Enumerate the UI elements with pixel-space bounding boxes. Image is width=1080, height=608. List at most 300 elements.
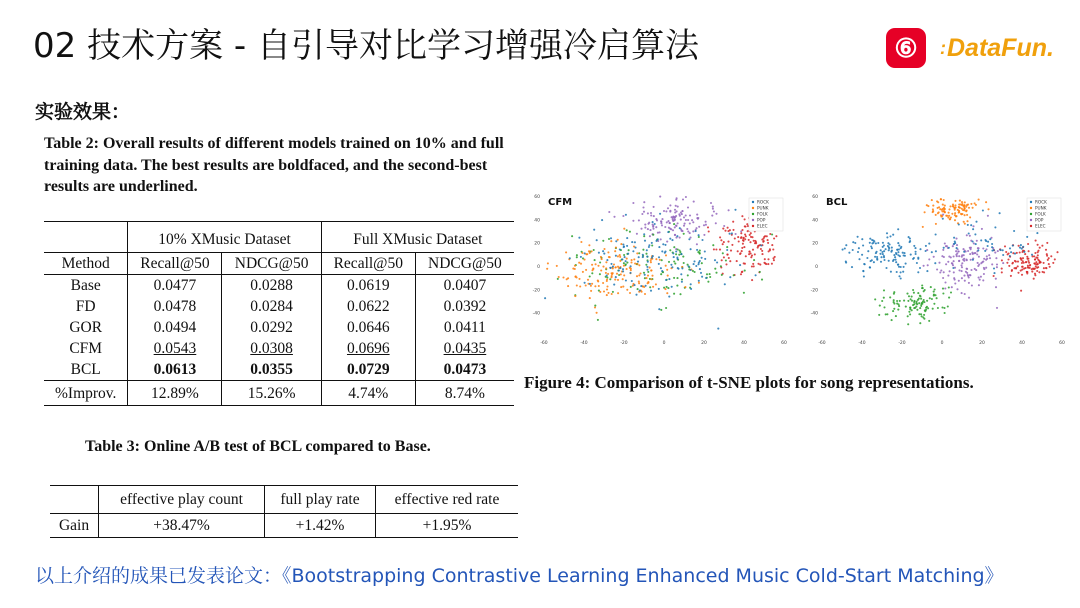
scatter-point — [1020, 244, 1022, 246]
scatter-point — [944, 242, 946, 244]
scatter-point — [1027, 266, 1029, 268]
scatter-point — [740, 273, 742, 275]
scatter-point — [587, 279, 589, 281]
scatter-point — [657, 232, 659, 234]
scatter-point — [932, 205, 934, 207]
scatter-point — [578, 262, 580, 264]
plot-title: CFM — [548, 197, 573, 208]
scatter-point — [653, 206, 655, 208]
scatter-point — [615, 276, 617, 278]
scatter-point — [580, 241, 582, 243]
scatter-point — [771, 244, 773, 246]
scatter-point — [964, 201, 966, 203]
scatter-point — [1005, 251, 1007, 253]
scatter-point — [750, 236, 752, 238]
scatter-point — [698, 236, 700, 238]
scatter-point — [574, 295, 576, 297]
scatter-point — [946, 245, 948, 247]
scatter-point — [649, 286, 651, 288]
scatter-point — [599, 273, 601, 275]
value-cell: 0.0494 — [128, 317, 222, 338]
scatter-point — [724, 230, 726, 232]
scatter-point — [697, 218, 699, 220]
scatter-point — [590, 290, 592, 292]
scatter-point — [663, 210, 665, 212]
table3-column-header: full play rate — [265, 486, 376, 514]
scatter-point — [919, 295, 921, 297]
scatter-point — [673, 246, 675, 248]
scatter-point — [642, 206, 644, 208]
legend-marker — [1030, 219, 1032, 221]
scatter-point — [655, 283, 657, 285]
scatter-point — [1045, 249, 1047, 251]
scatter-point — [948, 256, 950, 258]
scatter-point — [608, 211, 610, 213]
scatter-point — [666, 221, 668, 223]
scatter-point — [618, 269, 620, 271]
scatter-point — [949, 270, 951, 272]
scatter-point — [584, 252, 586, 254]
scatter-point — [982, 279, 984, 281]
scatter-point — [983, 267, 985, 269]
scatter-point — [643, 272, 645, 274]
scatter-point — [729, 233, 731, 235]
scatter-point — [668, 261, 670, 263]
scatter-point — [571, 235, 573, 237]
scatter-point — [610, 237, 612, 239]
scatter-point — [931, 298, 933, 300]
scatter-point — [603, 248, 605, 250]
scatter-point — [993, 275, 995, 277]
value-cell: 0.0284 — [222, 296, 321, 317]
scatter-point — [900, 246, 902, 248]
scatter-point — [977, 262, 979, 264]
scatter-point — [748, 253, 750, 255]
scatter-point — [1009, 255, 1011, 257]
scatter-point — [631, 241, 633, 243]
scatter-point — [953, 271, 955, 273]
scatter-point — [754, 242, 756, 244]
scatter-point — [921, 287, 923, 289]
scatter-point — [671, 239, 673, 241]
scatter-point — [942, 204, 944, 206]
scatter-point — [863, 263, 865, 265]
scatter-point — [961, 292, 963, 294]
scatter-point — [620, 286, 622, 288]
scatter-point — [885, 248, 887, 250]
scatter-point — [902, 271, 904, 273]
scatter-point — [671, 266, 673, 268]
scatter-point — [644, 240, 646, 242]
scatter-point — [602, 282, 604, 284]
scatter-point — [915, 253, 917, 255]
scatter-point — [773, 259, 775, 261]
scatter-point — [1049, 266, 1051, 268]
scatter-point — [985, 259, 987, 261]
scatter-point — [1008, 252, 1010, 254]
scatter-point — [956, 247, 958, 249]
scatter-point — [644, 224, 646, 226]
scatter-point — [615, 266, 617, 268]
scatter-point — [676, 235, 678, 237]
scatter-point — [1043, 262, 1045, 264]
scatter-point — [997, 250, 999, 252]
scatter-point — [650, 278, 652, 280]
legend-marker — [1030, 213, 1032, 215]
scatter-point — [741, 250, 743, 252]
plot-legend — [1027, 198, 1061, 231]
scatter-point — [668, 278, 670, 280]
netease-logo-glyph: ⑥ — [894, 32, 918, 63]
scatter-point — [751, 279, 753, 281]
scatter-point — [947, 261, 949, 263]
scatter-point — [690, 283, 692, 285]
scatter-point — [740, 236, 742, 238]
scatter-point — [1028, 250, 1030, 252]
scatter-point — [943, 247, 945, 249]
scatter-point — [993, 267, 995, 269]
scatter-point — [881, 251, 883, 253]
scatter-point — [1036, 232, 1038, 234]
scatter-point — [911, 296, 913, 298]
scatter-point — [973, 242, 975, 244]
scatter-point — [945, 263, 947, 265]
scatter-point — [602, 250, 604, 252]
scatter-point — [959, 203, 961, 205]
scatter-point — [964, 293, 966, 295]
scatter-point — [941, 255, 943, 257]
scatter-point — [910, 254, 912, 256]
scatter-point — [632, 220, 634, 222]
scatter-point — [895, 315, 897, 317]
x-tick-label: 60 — [1059, 341, 1065, 346]
scatter-point — [724, 283, 726, 285]
scatter-point — [967, 224, 969, 226]
scatter-point — [546, 268, 548, 270]
scatter-point — [606, 294, 608, 296]
scatter-point — [1002, 249, 1004, 251]
scatter-point — [1001, 271, 1003, 273]
scatter-point — [652, 234, 654, 236]
scatter-point — [660, 267, 662, 269]
scatter-point — [953, 237, 955, 239]
scatter-point — [888, 247, 890, 249]
scatter-point — [961, 208, 963, 210]
scatter-point — [592, 267, 594, 269]
scatter-point — [715, 272, 717, 274]
scatter-point — [991, 263, 993, 265]
scatter-point — [948, 215, 950, 217]
scatter-point — [993, 249, 995, 251]
scatter-point — [557, 278, 559, 280]
scatter-point — [978, 247, 980, 249]
scatter-point — [589, 297, 591, 299]
y-tick-label: 0 — [815, 265, 818, 270]
scatter-point — [966, 204, 968, 206]
scatter-point — [593, 229, 595, 231]
x-tick-label: 20 — [701, 341, 707, 346]
scatter-point — [883, 306, 885, 308]
scatter-point — [675, 250, 677, 252]
scatter-point — [731, 244, 733, 246]
scatter-point — [696, 243, 698, 245]
scatter-point — [680, 211, 682, 213]
scatter-point — [874, 298, 876, 300]
scatter-point — [638, 264, 640, 266]
scatter-point — [612, 291, 614, 293]
x-tick-label: -40 — [858, 341, 866, 346]
scatter-point — [842, 249, 844, 251]
best-value: 0.0473 — [415, 359, 514, 381]
scatter-point — [969, 274, 971, 276]
scatter-point — [596, 312, 598, 314]
scatter-point — [995, 286, 997, 288]
value-cell: 0.0619 — [321, 275, 415, 297]
scatter-point — [988, 254, 990, 256]
scatter-point — [764, 258, 766, 260]
scatter-point — [661, 224, 663, 226]
scatter-point — [715, 222, 717, 224]
scatter-point — [648, 244, 650, 246]
scatter-point — [916, 262, 918, 264]
scatter-point — [710, 202, 712, 204]
scatter-point — [673, 260, 675, 262]
scatter-point — [887, 245, 889, 247]
scatter-point — [954, 212, 956, 214]
scatter-point — [643, 233, 645, 235]
scatter-point — [652, 255, 654, 257]
scatter-point — [869, 267, 871, 269]
scatter-point — [668, 296, 670, 298]
scatter-point — [939, 208, 941, 210]
scatter-point — [1035, 263, 1037, 265]
scatter-point — [641, 213, 643, 215]
scatter-point — [927, 264, 929, 266]
scatter-point — [760, 244, 762, 246]
scatter-point — [750, 256, 752, 258]
scatter-point — [1017, 272, 1019, 274]
scatter-point — [603, 253, 605, 255]
scatter-point — [930, 286, 932, 288]
scatter-point — [933, 256, 935, 258]
scatter-point — [635, 294, 637, 296]
scatter-point — [893, 308, 895, 310]
scatter-point — [883, 289, 885, 291]
scatter-point — [673, 216, 675, 218]
scatter-point — [717, 328, 719, 330]
scatter-point — [697, 251, 699, 253]
scatter-point — [989, 257, 991, 259]
scatter-point — [907, 315, 909, 317]
scatter-point — [1021, 274, 1023, 276]
scatter-point — [928, 243, 930, 245]
scatter-point — [574, 265, 576, 267]
scatter-point — [893, 293, 895, 295]
scatter-point — [958, 280, 960, 282]
scatter-point — [629, 292, 631, 294]
scatter-point — [972, 259, 974, 261]
best-value: 0.0729 — [321, 359, 415, 381]
scatter-point — [744, 233, 746, 235]
scatter-point — [709, 273, 711, 275]
scatter-point — [948, 247, 950, 249]
legend-marker — [752, 213, 754, 215]
scatter-point — [544, 297, 546, 299]
scatter-point — [610, 240, 612, 242]
scatter-point — [914, 307, 916, 309]
scatter-point — [1021, 269, 1023, 271]
scatter-point — [883, 255, 885, 257]
scatter-point — [579, 285, 581, 287]
scatter-point — [942, 218, 944, 220]
scatter-point — [918, 298, 920, 300]
scatter-point — [607, 273, 609, 275]
scatter-point — [719, 236, 721, 238]
scatter-point — [955, 215, 957, 217]
scatter-point — [898, 248, 900, 250]
scatter-point — [591, 269, 593, 271]
scatter-point — [565, 251, 567, 253]
scatter-point — [1031, 271, 1033, 273]
scatter-point — [598, 252, 600, 254]
scatter-point — [892, 234, 894, 236]
scatter-point — [1035, 261, 1037, 263]
scatter-point — [987, 245, 989, 247]
scatter-point — [720, 265, 722, 267]
scatter-point — [771, 233, 773, 235]
scatter-point — [734, 209, 736, 211]
scatter-point — [889, 296, 891, 298]
scatter-point — [643, 211, 645, 213]
datafun-logo-text: DataFun. — [947, 33, 1054, 62]
scatter-point — [619, 260, 621, 262]
scatter-point — [916, 309, 918, 311]
scatter-point — [595, 263, 597, 265]
scatter-point — [661, 250, 663, 252]
scatter-point — [659, 259, 661, 261]
x-tick-label: 60 — [781, 341, 787, 346]
scatter-point — [976, 253, 978, 255]
scatter-point — [956, 288, 958, 290]
scatter-point — [769, 233, 771, 235]
scatter-point — [898, 245, 900, 247]
scatter-point — [644, 227, 646, 229]
scatter-point — [982, 247, 984, 249]
scatter-point — [585, 269, 587, 271]
scatter-point — [659, 196, 661, 198]
scatter-point — [917, 292, 919, 294]
scatter-point — [1006, 262, 1008, 264]
scatter-point — [1034, 252, 1036, 254]
scatter-point — [1031, 254, 1033, 256]
scatter-point — [614, 279, 616, 281]
scatter-point — [622, 286, 624, 288]
table3-column-header — [50, 486, 99, 514]
scatter-point — [680, 219, 682, 221]
legend-label: POP — [1035, 217, 1044, 223]
scatter-point — [725, 263, 727, 265]
plot-title: BCL — [826, 197, 848, 208]
scatter-point — [913, 257, 915, 259]
scatter-point — [686, 228, 688, 230]
scatter-point — [964, 223, 966, 225]
scatter-point — [946, 215, 948, 217]
table-row — [50, 514, 518, 538]
scatter-point — [594, 285, 596, 287]
datafun-logo-dots: : — [940, 37, 944, 58]
scatter-point — [954, 200, 956, 202]
y-tick-label: 20 — [812, 241, 818, 247]
scatter-point — [607, 251, 609, 253]
scatter-point — [949, 205, 951, 207]
scatter-point — [672, 218, 674, 220]
scatter-point — [963, 221, 965, 223]
scatter-point — [666, 269, 668, 271]
scatter-point — [682, 198, 684, 200]
scatter-point — [623, 228, 625, 230]
scatter-point — [646, 266, 648, 268]
scatter-point — [898, 275, 900, 277]
scatter-point — [1001, 268, 1003, 270]
scatter-point — [975, 243, 977, 245]
scatter-point — [954, 282, 956, 284]
scatter-point — [954, 219, 956, 221]
scatter-point — [699, 268, 701, 270]
value-cell: 0.0477 — [128, 275, 222, 297]
table3-column-header: effective red rate — [376, 486, 519, 514]
legend-marker — [752, 219, 754, 221]
scatter-point — [712, 206, 714, 208]
scatter-point — [651, 275, 653, 277]
scatter-point — [660, 309, 662, 311]
scatter-point — [895, 261, 897, 263]
scatter-point — [683, 233, 685, 235]
legend-label: FOLK — [1035, 211, 1046, 217]
scatter-point — [940, 269, 942, 271]
scatter-point — [963, 251, 965, 253]
scatter-point — [873, 261, 875, 263]
scatter-point — [1014, 253, 1016, 255]
scatter-point — [655, 218, 657, 220]
scatter-point — [692, 230, 694, 232]
scatter-point — [743, 292, 745, 294]
scatter-point — [867, 250, 869, 252]
scatter-point — [574, 268, 576, 270]
scatter-point — [903, 300, 905, 302]
scatter-point — [614, 250, 616, 252]
scatter-point — [650, 214, 652, 216]
scatter-point — [689, 269, 691, 271]
scatter-point — [632, 250, 634, 252]
scatter-point — [970, 203, 972, 205]
scatter-point — [932, 308, 934, 310]
scatter-point — [703, 224, 705, 226]
scatter-point — [547, 262, 549, 264]
method-cell: BCL — [44, 359, 128, 381]
scatter-point — [646, 256, 648, 258]
scatter-point — [578, 278, 580, 280]
scatter-point — [636, 233, 638, 235]
scatter-point — [1004, 245, 1006, 247]
scatter-point — [737, 236, 739, 238]
scatter-point — [732, 229, 734, 231]
scatter-point — [981, 228, 983, 230]
scatter-point — [954, 279, 956, 281]
scatter-point — [622, 268, 624, 270]
scatter-point — [954, 242, 956, 244]
scatter-point — [742, 243, 744, 245]
legend-marker — [1030, 201, 1032, 203]
